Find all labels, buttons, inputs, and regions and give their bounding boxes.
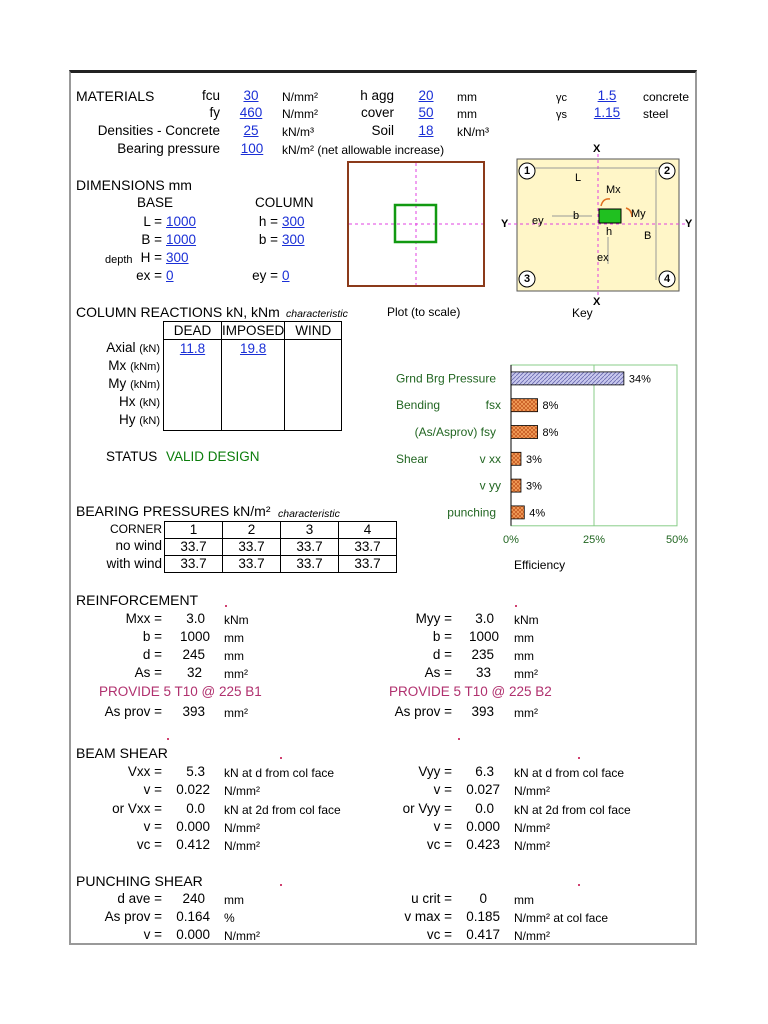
ex-input[interactable]: 0 [166, 268, 174, 283]
vxx-unit: kN at d from col face [224, 766, 335, 780]
bx-unit: mm [224, 631, 244, 645]
bar-5 [511, 506, 524, 519]
vy-label: v = [433, 782, 452, 797]
v2y-value: 0.000 [466, 819, 500, 834]
corner-3-header: 3 [281, 522, 339, 539]
col-imposed: IMPOSED [222, 322, 285, 338]
dave-unit: mm [224, 893, 244, 907]
asx-unit: mm² [224, 667, 248, 681]
asy-unit: mm² [514, 667, 538, 681]
vmax-unit: N/mm² at col face [514, 911, 609, 925]
densities-label: Densities - Concrete [97, 123, 220, 138]
bar-value-label-4: 3% [525, 480, 542, 493]
corner-4-header: 4 [339, 522, 397, 539]
b-input[interactable]: 300 [282, 232, 305, 247]
punching-heading: PUNCHING SHEAR [76, 873, 203, 889]
ucrit-value: 0 [479, 891, 487, 906]
vcy-label: vc = [426, 837, 452, 852]
reactions-note: characteristic [286, 308, 348, 320]
dx-unit: mm [224, 649, 244, 663]
soil-label: Soil [371, 123, 394, 138]
h-label: h = [258, 214, 278, 229]
bx-value: 1000 [179, 629, 210, 644]
my-row-label: My (kNm) [108, 376, 160, 391]
corner-label: CORNER [109, 522, 162, 536]
asx-value: 32 [186, 665, 202, 680]
myy-unit: kNm [514, 613, 539, 627]
punch-v-value: 0.000 [176, 927, 210, 942]
depth-prefix: depth [105, 254, 133, 266]
bearing-pressure-input[interactable]: 100 [240, 141, 264, 156]
dx-label: d = [142, 647, 162, 662]
key-corner-4: 4 [663, 273, 671, 285]
mxx-value: 3.0 [186, 611, 205, 626]
bearing-heading: BEARING PRESSURES kN/m² [76, 503, 271, 519]
key-x-top: X [593, 143, 601, 155]
x-tick-label-1: 25% [582, 533, 606, 546]
fy-unit: N/mm² [282, 107, 318, 121]
base-label: BASE [137, 195, 174, 210]
bar-value-label-1: 8% [542, 400, 559, 413]
key-corner-2: 2 [663, 165, 671, 177]
vcx-value: 0.412 [176, 837, 210, 852]
corner-1-header: 1 [165, 522, 223, 539]
bar-value-label-0: 34% [628, 373, 651, 386]
gamma-c-label: γc [556, 92, 567, 104]
vxx-value: 5.3 [186, 764, 205, 779]
vxx-label: Vxx = [127, 764, 162, 779]
key-corner-3: 3 [523, 273, 531, 285]
axial-dead-input[interactable]: 11.8 [179, 341, 206, 356]
col-wind: WIND [285, 322, 342, 340]
vcx-unit: N/mm² [224, 839, 260, 853]
x-tick-label-2: 50% [665, 533, 689, 546]
fy-label: fy [209, 105, 220, 120]
vmax-value: 0.185 [466, 909, 500, 924]
asprovx-label: As prov = [104, 704, 162, 719]
reinforcement-heading: REINFORCEMENT [76, 592, 199, 608]
with-wind-c2: 33.7 [223, 556, 281, 573]
dy-label: d = [432, 647, 452, 662]
vcx-label: vc = [136, 837, 162, 852]
marker-dot [515, 605, 517, 607]
asprovy-unit: mm² [514, 706, 538, 720]
category-sublabel-1: fsx [485, 398, 501, 413]
no-wind-label: no wind [115, 538, 162, 553]
marker-dot [578, 757, 580, 759]
with-wind-c3: 33.7 [281, 556, 339, 573]
fy-input[interactable]: 460 [239, 105, 263, 120]
gamma-c-text: concrete [643, 90, 690, 104]
key-x-bottom: X [593, 296, 601, 308]
key-y-left: Y [501, 218, 509, 230]
marker-dot [280, 757, 282, 759]
vcy-unit: N/mm² [514, 839, 550, 853]
asprov-pct-unit: % [224, 911, 235, 925]
axial-row-label: Axial (kN) [106, 340, 160, 355]
marker-dot [167, 738, 169, 740]
vyy-unit: kN at d from col face [514, 766, 625, 780]
L-label: L = [143, 214, 162, 229]
or-vxx-label: or Vxx = [112, 801, 162, 816]
bx-label: b = [142, 629, 162, 644]
hagg-input[interactable]: 20 [418, 88, 434, 103]
hx-row-label: Hx (kN) [118, 394, 160, 409]
category-label-3: Shear [396, 451, 429, 466]
myy-value: 3.0 [475, 611, 494, 626]
vy-unit: N/mm² [514, 784, 550, 798]
bar-value-label-3: 3% [525, 453, 542, 466]
no-wind-c4: 33.7 [339, 539, 397, 556]
key-b: b [573, 210, 580, 222]
reactions-table [163, 321, 342, 431]
no-wind-c3: 33.7 [281, 539, 339, 556]
ucrit-unit: mm [514, 893, 534, 907]
ucrit-label: u crit = [411, 891, 452, 906]
bar-value-label-5: 4% [529, 507, 546, 520]
cover-label: cover [360, 105, 394, 120]
vyy-label: Vyy = [418, 764, 452, 779]
concrete-density-unit: kN/m³ [282, 125, 314, 139]
asprovx-value: 393 [182, 704, 205, 719]
punch-v-label: v = [143, 927, 162, 942]
asy-value: 33 [475, 665, 491, 680]
bearing-pressure-label: Bearing pressure [117, 141, 220, 156]
gamma-s-text: steel [643, 107, 669, 121]
no-wind-c2: 33.7 [223, 539, 281, 556]
v2x-unit: N/mm² [224, 821, 260, 835]
asprovy-value: 393 [471, 704, 494, 719]
asprovy-label: As prov = [394, 704, 452, 719]
vx-label: v = [143, 782, 162, 797]
fcu-input[interactable]: 30 [243, 88, 259, 103]
v2y-unit: N/mm² [514, 821, 550, 835]
hagg-unit: mm [457, 90, 477, 104]
cover-unit: mm [457, 107, 477, 121]
column-label: COLUMN [255, 195, 314, 210]
fcu-unit: N/mm² [282, 90, 318, 104]
provide-bottom-x: PROVIDE 5 T10 @ 225 B1 [99, 684, 262, 699]
key-h: h [606, 226, 613, 238]
category-sublabel-4: v yy [479, 478, 501, 493]
reactions-heading: COLUMN REACTIONS kN, kNm [76, 304, 280, 320]
key-L: L [575, 172, 582, 184]
key-My: My [631, 208, 646, 220]
mxx-label: Mxx = [125, 611, 162, 626]
bearing-pressure-unit: kN/m² (net allowable increase) [282, 143, 445, 157]
with-wind-c4: 33.7 [339, 556, 397, 573]
status-value: VALID DESIGN [166, 449, 260, 464]
L-input[interactable]: 1000 [166, 214, 197, 229]
asprovx-unit: mm² [224, 706, 248, 720]
vcy-value: 0.423 [466, 837, 500, 852]
vmax-label: v max = [404, 909, 452, 924]
concrete-density-input[interactable]: 25 [243, 123, 259, 138]
bar-1 [511, 399, 538, 412]
marker-dot [458, 738, 460, 740]
or-vyy-unit: kN at 2d from col face [514, 803, 631, 817]
B-input[interactable]: 1000 [166, 232, 197, 247]
bar-0 [511, 372, 624, 385]
dimensions-heading: DIMENSIONS mm [76, 177, 192, 193]
asprov-pct-label: As prov = [104, 909, 162, 924]
key-caption: Key [572, 306, 593, 320]
category-label-1: Bending [396, 398, 441, 413]
no-wind-c1: 33.7 [165, 539, 223, 556]
vyy-value: 6.3 [475, 764, 494, 779]
with-wind-label: with wind [106, 556, 162, 571]
dy-unit: mm [514, 649, 534, 663]
soil-density-unit: kN/m³ [457, 125, 489, 139]
dx-value: 245 [182, 647, 205, 662]
corner-2-header: 2 [223, 522, 281, 539]
marker-dot [578, 884, 580, 886]
hy-row-label: Hy (kN) [118, 412, 160, 427]
dy-value: 235 [471, 647, 494, 662]
ey-label: ey = [252, 268, 278, 283]
with-wind-c1: 33.7 [165, 556, 223, 573]
vy-value: 0.027 [466, 782, 500, 797]
vx-unit: N/mm² [224, 784, 260, 798]
x-axis-label: Efficiency [514, 557, 566, 572]
plot-caption: Plot (to scale) [387, 305, 461, 319]
x-tick-label-0: 0% [503, 533, 519, 546]
axial-imposed-input[interactable]: 19.8 [239, 341, 267, 356]
punch-v-unit: N/mm² [224, 929, 260, 943]
provide-bottom-y: PROVIDE 5 T10 @ 225 B2 [389, 684, 552, 699]
or-vyy-value: 0.0 [475, 801, 494, 816]
mxx-unit: kNm [224, 613, 249, 627]
H-input[interactable]: 300 [166, 250, 189, 265]
vx-value: 0.022 [176, 782, 210, 797]
wind-inputs[interactable] [285, 340, 342, 431]
asprov-pct-value: 0.164 [176, 909, 210, 924]
materials-heading: MATERIALS [76, 88, 155, 104]
myy-label: Myy = [415, 611, 452, 626]
by-unit: mm [514, 631, 534, 645]
dave-label: d ave = [117, 891, 162, 906]
asx-label: As = [134, 665, 162, 680]
key-Mx: Mx [606, 184, 621, 196]
v2x-value: 0.000 [176, 819, 210, 834]
by-value: 1000 [468, 629, 499, 644]
base-plan-plot [346, 160, 486, 288]
fcu-label: fcu [201, 88, 220, 103]
punch-vc-unit: N/mm² [514, 929, 550, 943]
v2y-label: v = [433, 819, 452, 834]
hagg-label: h agg [360, 88, 394, 103]
efficiency-chart [380, 360, 690, 575]
category-label-0: Grnd Brg Pressure [395, 371, 496, 386]
bearing-note: characteristic [278, 508, 340, 520]
key-y-right: Y [685, 218, 693, 230]
ex-label: ex = [136, 268, 162, 283]
or-vyy-label: or Vyy = [402, 801, 452, 816]
b-label: b = [258, 232, 278, 247]
status-label: STATUS [106, 449, 158, 464]
B-label: B = [141, 232, 162, 247]
by-label: b = [432, 629, 452, 644]
marker-dot [280, 884, 282, 886]
v2x-label: v = [143, 819, 162, 834]
or-vxx-unit: kN at 2d from col face [224, 803, 341, 817]
dave-value: 240 [182, 891, 205, 906]
ey-input[interactable]: 0 [282, 268, 290, 283]
key-diagram [498, 140, 698, 310]
key-ex: ex [597, 252, 609, 264]
gamma-c-input[interactable]: 1.5 [597, 88, 617, 103]
punch-vc-value: 0.417 [466, 927, 500, 942]
punch-vc-label: vc = [426, 927, 452, 942]
key-ey: ey [532, 215, 544, 227]
H-label: H = [140, 250, 162, 265]
soil-density-input[interactable]: 18 [418, 123, 434, 138]
gamma-s-input[interactable]: 1.15 [593, 105, 621, 120]
col-dead: DEAD [164, 322, 222, 340]
bar-3 [511, 452, 521, 465]
beam-shear-heading: BEAM SHEAR [76, 745, 168, 761]
or-vxx-value: 0.0 [186, 801, 205, 816]
cover-input[interactable]: 50 [418, 105, 434, 120]
bar-4 [511, 479, 521, 492]
bar-2 [511, 426, 538, 439]
key-B: B [644, 230, 652, 242]
asy-label: As = [424, 665, 452, 680]
category-label-5: punching [447, 505, 496, 520]
h-input[interactable]: 300 [282, 214, 305, 229]
bar-value-label-2: 8% [542, 427, 559, 439]
mx-row-label: Mx (kNm) [108, 358, 160, 373]
category-sublabel-3: v xx [479, 451, 501, 466]
key-corner-1: 1 [523, 165, 531, 177]
category-label-2: (As/Asprov) fsy [414, 425, 496, 439]
marker-dot [225, 605, 227, 607]
bearing-table [164, 521, 397, 573]
gamma-s-label: γs [556, 109, 567, 121]
